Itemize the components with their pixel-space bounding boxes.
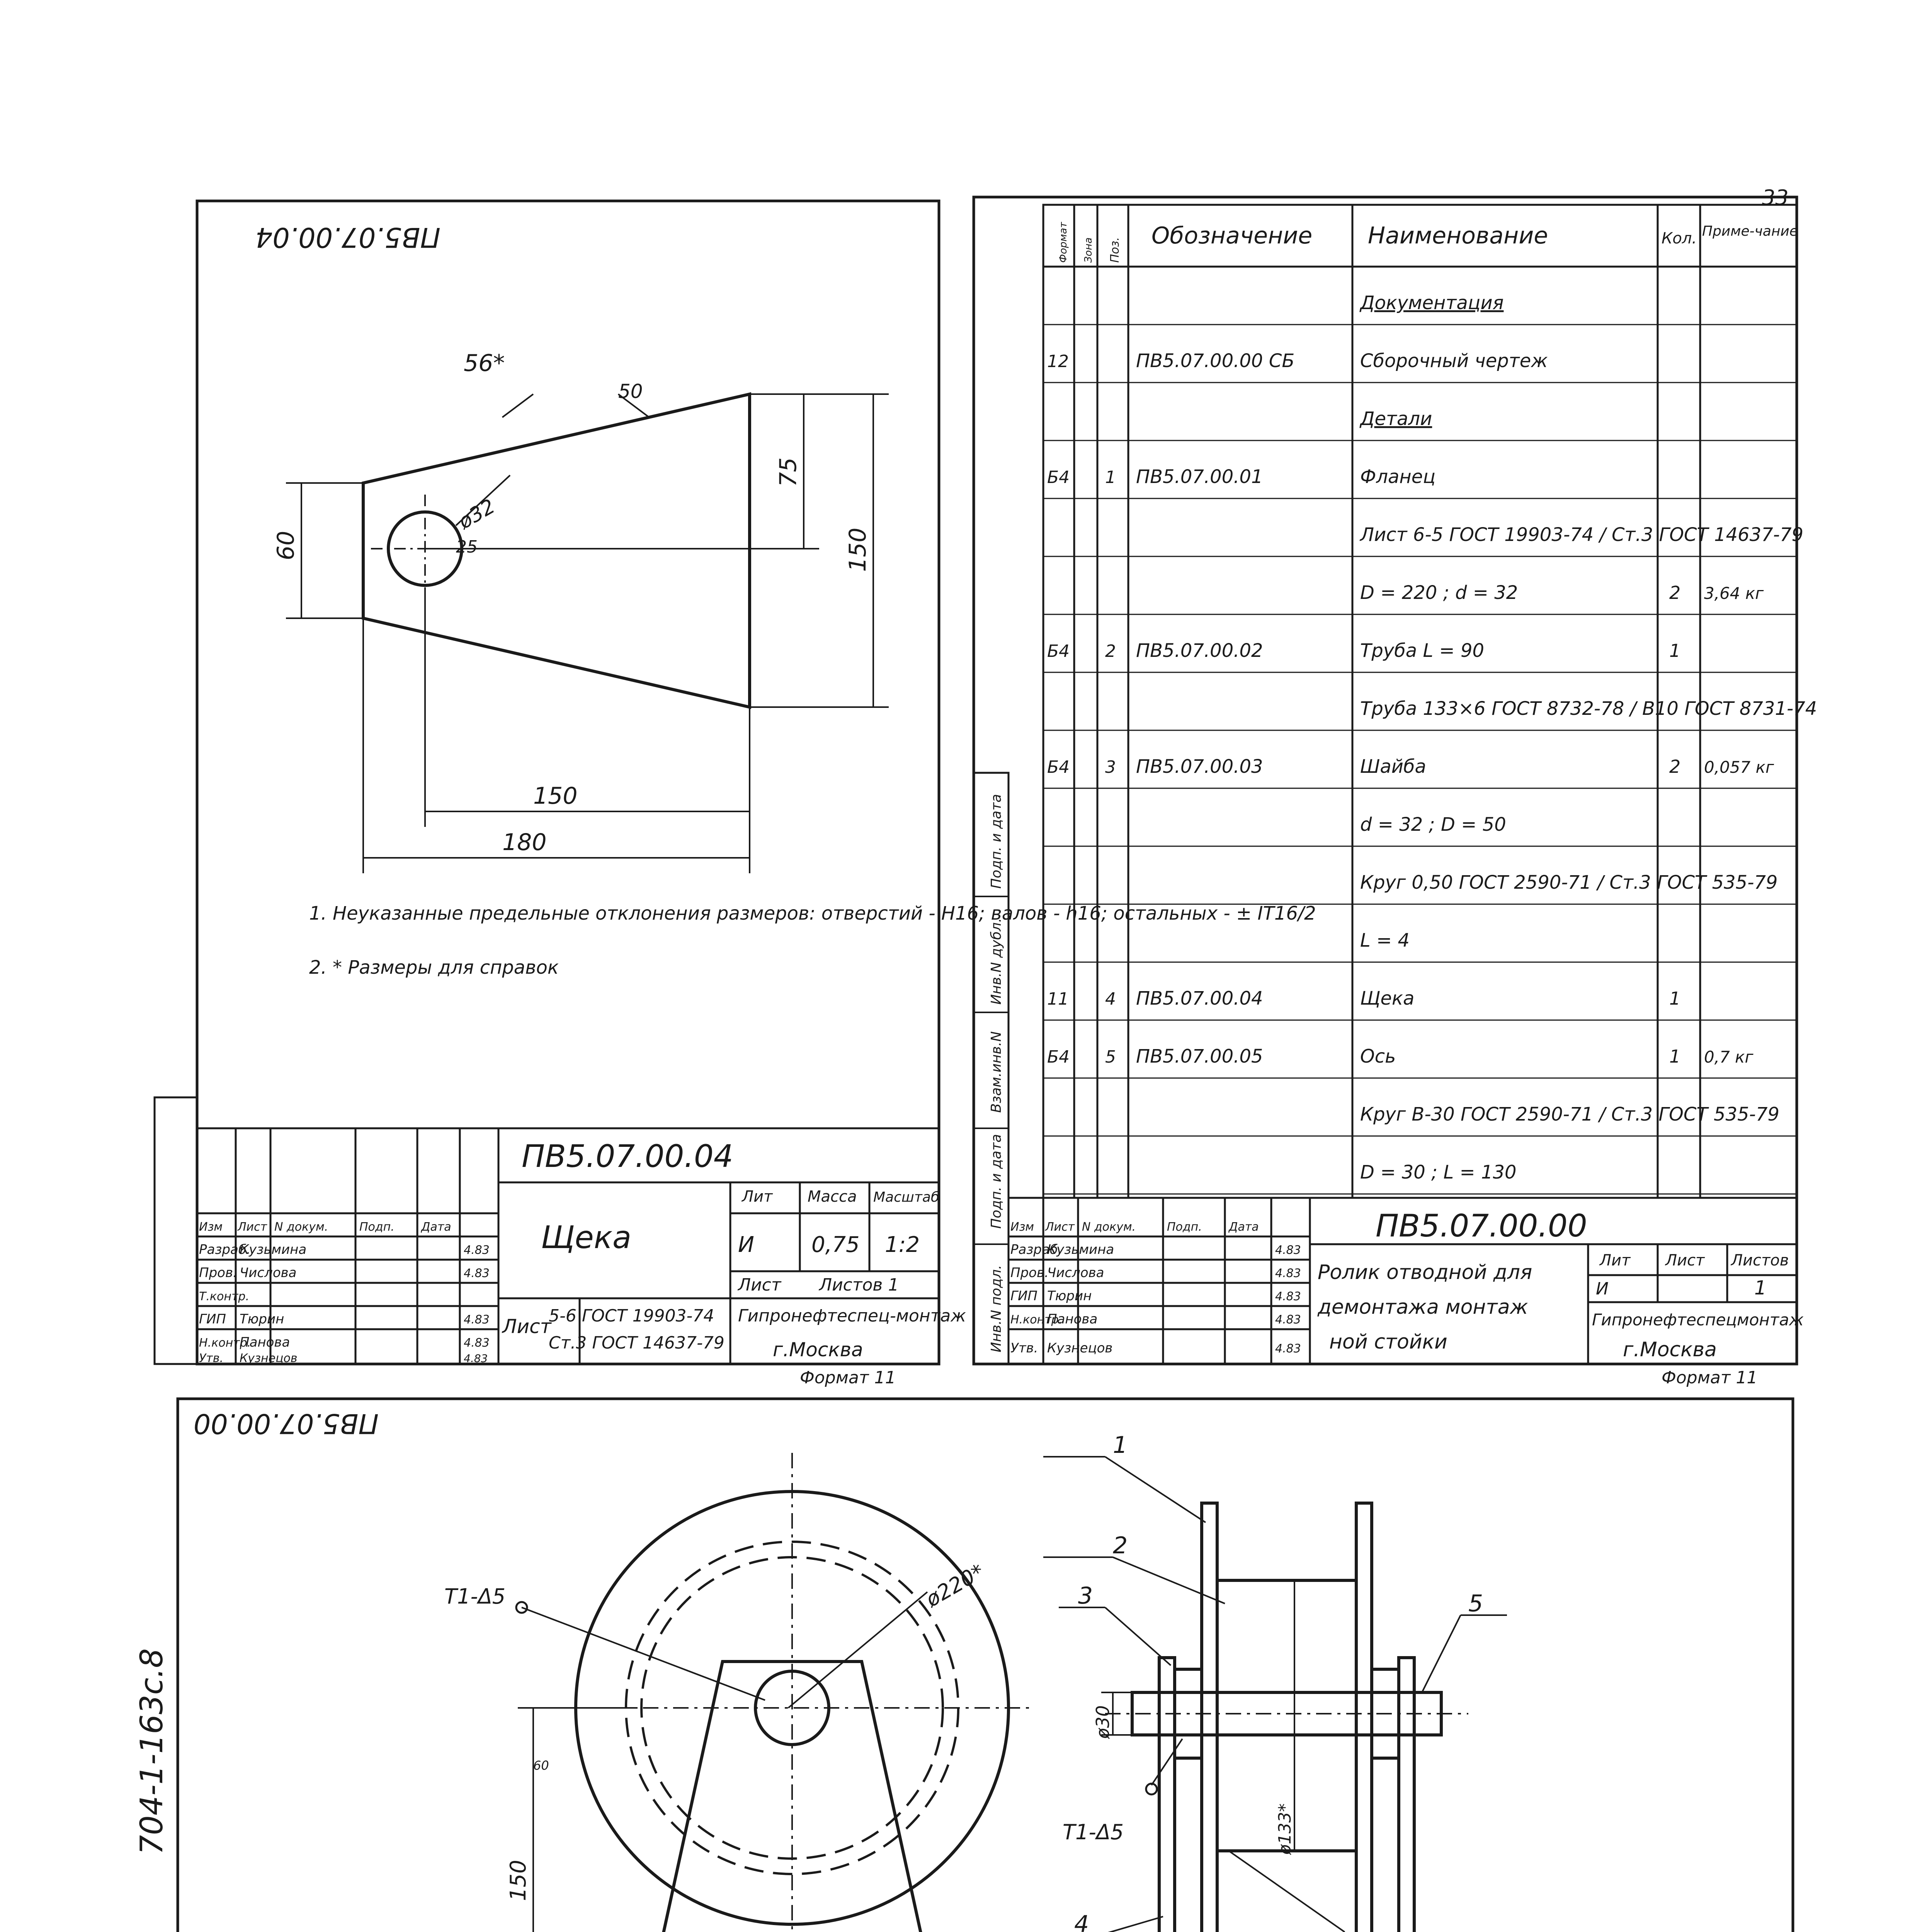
spec-name: Сборочный чертеж bbox=[1360, 350, 1548, 372]
spec-stamp-city: г.Москва bbox=[1623, 1338, 1717, 1361]
svg-text:Кузнецов: Кузнецов bbox=[240, 1352, 298, 1365]
spec-qty: 2 bbox=[1669, 582, 1681, 603]
spec-position: 5 bbox=[1105, 1047, 1116, 1067]
svg-text:Т.контр.: Т.контр. bbox=[199, 1290, 250, 1303]
svg-text:Инв.N дубл.: Инв.N дубл. bbox=[988, 918, 1004, 1005]
cheek-profile bbox=[363, 394, 750, 707]
svg-text:4.83: 4.83 bbox=[1275, 1267, 1301, 1280]
weld-label-front: Т1-Δ5 bbox=[444, 1584, 506, 1609]
spec-stamp-people bbox=[1010, 1220, 1301, 1356]
spec-format: Б4 bbox=[1047, 757, 1070, 777]
spec-qty: 2 bbox=[1669, 756, 1681, 777]
spec-row bbox=[1359, 524, 1803, 546]
spec-name: Труба L = 90 bbox=[1360, 640, 1485, 662]
spec-name: Документация bbox=[1360, 292, 1504, 314]
spec-row bbox=[1047, 756, 1774, 777]
assembly-code-top: ПВ5.07.00.00 bbox=[193, 1408, 379, 1439]
spec-name: Лист 6-5 ГОСТ 19903-74 / Ст.3 ГОСТ 14637-79 bbox=[1360, 524, 1804, 546]
spec-position: 4 bbox=[1105, 989, 1116, 1009]
spec-stamp-org: Гипронефтеспецмонтаж bbox=[1592, 1310, 1804, 1329]
spec-code: ПВ5.07.00.00 СБ bbox=[1136, 350, 1295, 372]
svg-text:Инв.N подл.: Инв.N подл. bbox=[988, 1265, 1004, 1352]
spec-stamp-format: Формат 11 bbox=[1662, 1368, 1758, 1388]
spec-format: 11 bbox=[1047, 989, 1069, 1009]
spec-row bbox=[1359, 292, 1504, 314]
spec-name: Труба 133×6 ГОСТ 8732-78 / В10 ГОСТ 8731-74 bbox=[1360, 698, 1817, 719]
part-stamp-mass: 0,75 bbox=[811, 1232, 860, 1257]
svg-text:Взам.инв.N: Взам.инв.N bbox=[988, 1031, 1004, 1113]
spec-name: Ось bbox=[1360, 1046, 1396, 1067]
part-dim-150-h: 150 bbox=[533, 782, 578, 810]
svg-text:Кузьмина: Кузьмина bbox=[1047, 1242, 1114, 1257]
spec-stamp-sheets-label: Листов bbox=[1731, 1252, 1789, 1269]
spec-stamp-sheets: 1 bbox=[1754, 1277, 1767, 1299]
spec-row bbox=[1360, 1162, 1517, 1183]
cheek-right bbox=[1399, 1658, 1414, 1932]
part-dim-25: 25 bbox=[456, 537, 478, 557]
svg-text:Подп.: Подп. bbox=[359, 1220, 395, 1234]
part-dim-d32: ø32 bbox=[454, 495, 499, 534]
svg-text:Кузнецов: Кузнецов bbox=[1047, 1340, 1113, 1356]
part-stamp-mass-label: Масса bbox=[808, 1188, 857, 1206]
svg-text:Подп.: Подп. bbox=[1167, 1220, 1202, 1234]
spec-note: 0,057 кг bbox=[1704, 758, 1774, 777]
spec-code: ПВ5.07.00.01 bbox=[1136, 466, 1263, 488]
svg-text:Подп. и дата: Подп. и дата bbox=[988, 1134, 1004, 1229]
assembly-frame bbox=[178, 1399, 1793, 1932]
spec-qty: 1 bbox=[1669, 640, 1681, 661]
side-code: 704-1-163c.8 bbox=[134, 1648, 170, 1855]
spec-stamp-title-1: Ролик отводной для bbox=[1318, 1261, 1532, 1284]
spec-name: L = 4 bbox=[1360, 930, 1410, 951]
part-stamp-header bbox=[199, 1220, 451, 1234]
part-stamp-code: ПВ5.07.00.04 bbox=[522, 1138, 733, 1174]
spec-format: 12 bbox=[1047, 352, 1069, 371]
svg-text:Обозначение: Обозначение bbox=[1151, 222, 1313, 249]
dim-d133: ø133* bbox=[1275, 1803, 1295, 1855]
spec-row bbox=[1047, 466, 1435, 488]
svg-text:Н.контр.: Н.контр. bbox=[1010, 1313, 1063, 1327]
callout-4: 4 bbox=[1074, 1911, 1089, 1932]
spec-code: ПВ5.07.00.05 bbox=[1136, 1046, 1263, 1067]
spec-row bbox=[1047, 350, 1548, 372]
assembly-front-view bbox=[516, 1453, 1032, 1932]
svg-text:4.83: 4.83 bbox=[464, 1267, 490, 1280]
svg-text:4.83: 4.83 bbox=[464, 1352, 488, 1365]
spec-stamp-code: ПВ5.07.00.00 bbox=[1376, 1208, 1587, 1244]
svg-text:Дата: Дата bbox=[421, 1220, 451, 1234]
svg-text:N докум.: N докум. bbox=[274, 1220, 328, 1234]
svg-text:Тюрин: Тюрин bbox=[1047, 1288, 1092, 1304]
flange-left bbox=[1202, 1503, 1217, 1932]
spec-name: D = 30 ; L = 130 bbox=[1360, 1162, 1517, 1183]
part-stamp-material-label: Лист bbox=[502, 1315, 551, 1338]
svg-text:Зона: Зона bbox=[1083, 237, 1094, 263]
spec-row bbox=[1360, 872, 1778, 893]
spec-stamp-title-3: ной стойки bbox=[1329, 1330, 1447, 1354]
dim-150-v: 150 bbox=[506, 1860, 531, 1901]
weld-label-side-1: Т1-Δ5 bbox=[1063, 1820, 1124, 1844]
sheet-number: 33 bbox=[1762, 185, 1789, 210]
flange-right bbox=[1356, 1503, 1372, 1932]
svg-text:Кол.: Кол. bbox=[1662, 230, 1697, 247]
svg-text:4.83: 4.83 bbox=[1275, 1313, 1301, 1327]
part-dim-75: 75 bbox=[775, 457, 802, 487]
assembly-side-view bbox=[1043, 1457, 1507, 1932]
part-stamp-title: Щека bbox=[541, 1219, 632, 1255]
spec-name: Круг 0,50 ГОСТ 2590-71 / Ст.3 ГОСТ 535-79 bbox=[1360, 872, 1778, 893]
svg-text:4.83: 4.83 bbox=[1275, 1342, 1301, 1355]
svg-text:Разраб.: Разраб. bbox=[1010, 1242, 1062, 1257]
spec-code: ПВ5.07.00.04 bbox=[1136, 988, 1263, 1009]
spec-row bbox=[1360, 1104, 1779, 1125]
side-strip-top bbox=[155, 1097, 197, 1364]
part-stamp-sheet-label: Лист bbox=[738, 1275, 781, 1295]
svg-text:Изм: Изм bbox=[1010, 1220, 1034, 1234]
dim-d220: ø220* bbox=[922, 1559, 988, 1612]
part-stamp-material-1: 5-6 ГОСТ 19903-74 bbox=[549, 1306, 714, 1326]
svg-text:Лист: Лист bbox=[238, 1220, 267, 1234]
svg-text:Числова: Числова bbox=[1047, 1265, 1104, 1281]
spec-name: Шайба bbox=[1360, 756, 1426, 777]
spec-side-labels bbox=[988, 794, 1004, 1352]
part-dim-50: 50 bbox=[618, 380, 643, 403]
svg-text:ГИП: ГИП bbox=[1010, 1288, 1037, 1304]
cheek-left bbox=[1159, 1658, 1175, 1932]
svg-text:4.83: 4.83 bbox=[464, 1313, 490, 1327]
callout-1: 1 bbox=[1113, 1432, 1128, 1459]
spec-row bbox=[1047, 1046, 1754, 1067]
svg-text:Кузьмина: Кузьмина bbox=[240, 1242, 307, 1257]
svg-text:Н.контр.: Н.контр. bbox=[199, 1336, 251, 1350]
svg-text:4.83: 4.83 bbox=[464, 1243, 490, 1257]
svg-text:Поз.: Поз. bbox=[1108, 237, 1122, 263]
svg-text:Лист: Лист bbox=[1045, 1220, 1075, 1234]
spec-qty: 1 bbox=[1669, 988, 1681, 1009]
spec-row bbox=[1047, 988, 1680, 1009]
spec-stamp-lit: И bbox=[1596, 1279, 1609, 1299]
spec-format: Б4 bbox=[1047, 468, 1070, 487]
spec-row bbox=[1359, 408, 1432, 430]
spec-position: 2 bbox=[1105, 641, 1116, 661]
part-stamp-lit-label: Лит bbox=[742, 1188, 773, 1206]
part-stamp-scale-label: Масштаб bbox=[873, 1189, 940, 1205]
callout-3: 3 bbox=[1078, 1582, 1093, 1609]
part-stamp-sheets-label: Листов 1 bbox=[819, 1275, 899, 1295]
svg-text:4.83: 4.83 bbox=[464, 1336, 490, 1350]
spec-name: Фланец bbox=[1360, 466, 1435, 488]
spec-row bbox=[1047, 640, 1680, 662]
callout-2: 2 bbox=[1113, 1532, 1128, 1559]
spec-stamp-sheet-label: Лист bbox=[1665, 1252, 1705, 1269]
spec-qty: 1 bbox=[1669, 1046, 1681, 1067]
spec-format: Б4 bbox=[1047, 1047, 1070, 1067]
spec-stamp-lit-label: Лит bbox=[1600, 1252, 1631, 1269]
spec-row bbox=[1360, 582, 1764, 604]
dim-60: 60 bbox=[533, 1758, 549, 1773]
spec-row bbox=[1360, 814, 1506, 835]
spec-code: ПВ5.07.00.03 bbox=[1136, 756, 1263, 777]
svg-text:4.83: 4.83 bbox=[1275, 1290, 1301, 1303]
spec-rows bbox=[1047, 292, 1817, 1183]
spec-note: 3,64 кг bbox=[1704, 584, 1764, 603]
spec-name: d = 32 ; D = 50 bbox=[1360, 814, 1506, 835]
svg-text:Числова: Числова bbox=[240, 1265, 297, 1281]
svg-text:Утв.: Утв. bbox=[199, 1352, 223, 1365]
spec-note: 0,7 кг bbox=[1704, 1048, 1753, 1066]
spec-format: Б4 bbox=[1047, 641, 1070, 661]
part-dim-56: 56* bbox=[464, 350, 505, 377]
part-note-1: 1. Неуказанные предельные отклонения размеров: отверстий - H16; валов - h16; остальных - ± IT16/2 bbox=[309, 903, 1316, 924]
svg-text:Пров.: Пров. bbox=[1010, 1265, 1049, 1281]
svg-text:4.83: 4.83 bbox=[1275, 1243, 1301, 1257]
spec-row bbox=[1360, 930, 1410, 951]
svg-text:Изм: Изм bbox=[199, 1220, 223, 1234]
svg-text:Подп. и дата: Подп. и дата bbox=[988, 794, 1004, 889]
spec-code: ПВ5.07.00.02 bbox=[1136, 640, 1263, 662]
spec-name: Щека bbox=[1360, 988, 1415, 1009]
dim-d30: ø30 bbox=[1092, 1705, 1113, 1739]
spec-stamp-title-2: демонтажа монтаж bbox=[1318, 1296, 1528, 1319]
spec-position: 3 bbox=[1105, 757, 1116, 777]
svg-text:Панова: Панова bbox=[240, 1335, 290, 1350]
svg-text:Формат: Формат bbox=[1058, 222, 1069, 263]
part-stamp-org: Гипронефтеспец-монтаж bbox=[738, 1306, 966, 1326]
part-stamp-material-2: Ст.3 ГОСТ 14637-79 bbox=[549, 1333, 724, 1353]
svg-text:Дата: Дата bbox=[1229, 1220, 1259, 1234]
svg-text:Панова: Панова bbox=[1047, 1311, 1098, 1327]
spec-name: Детали bbox=[1360, 408, 1432, 430]
part-stamp-format: Формат 11 bbox=[800, 1368, 896, 1388]
spec-row bbox=[1360, 698, 1817, 719]
part-dim-60: 60 bbox=[272, 531, 299, 560]
svg-text:N докум.: N докум. bbox=[1082, 1220, 1136, 1234]
svg-text:Тюрин: Тюрин bbox=[240, 1311, 284, 1327]
spec-position: 1 bbox=[1105, 468, 1116, 487]
part-dim-180: 180 bbox=[502, 829, 547, 856]
part-stamp-city: г.Москва bbox=[773, 1338, 863, 1361]
part-stamp-lit: И bbox=[738, 1232, 754, 1257]
svg-text:Утв.: Утв. bbox=[1010, 1340, 1038, 1356]
part-note-2: 2. * Размеры для справок bbox=[309, 957, 559, 978]
svg-text:Приме-чание: Приме-чание bbox=[1702, 223, 1798, 239]
spec-name: Круг В-30 ГОСТ 2590-71 / Ст.3 ГОСТ 535-79 bbox=[1360, 1104, 1780, 1125]
callout-5: 5 bbox=[1468, 1590, 1483, 1617]
svg-text:Пров.: Пров. bbox=[199, 1265, 237, 1281]
svg-text:Разраб.: Разраб. bbox=[199, 1242, 251, 1257]
part-stamp-scale: 1:2 bbox=[885, 1232, 920, 1257]
spec-name: D = 220 ; d = 32 bbox=[1360, 582, 1518, 604]
part-code-top: ПВ5.07.00.04 bbox=[255, 221, 440, 253]
svg-text:Наименование: Наименование bbox=[1368, 222, 1548, 249]
spec-header bbox=[1058, 222, 1798, 263]
part-dim-150-v: 150 bbox=[844, 527, 871, 572]
svg-text:ГИП: ГИП bbox=[199, 1311, 226, 1327]
